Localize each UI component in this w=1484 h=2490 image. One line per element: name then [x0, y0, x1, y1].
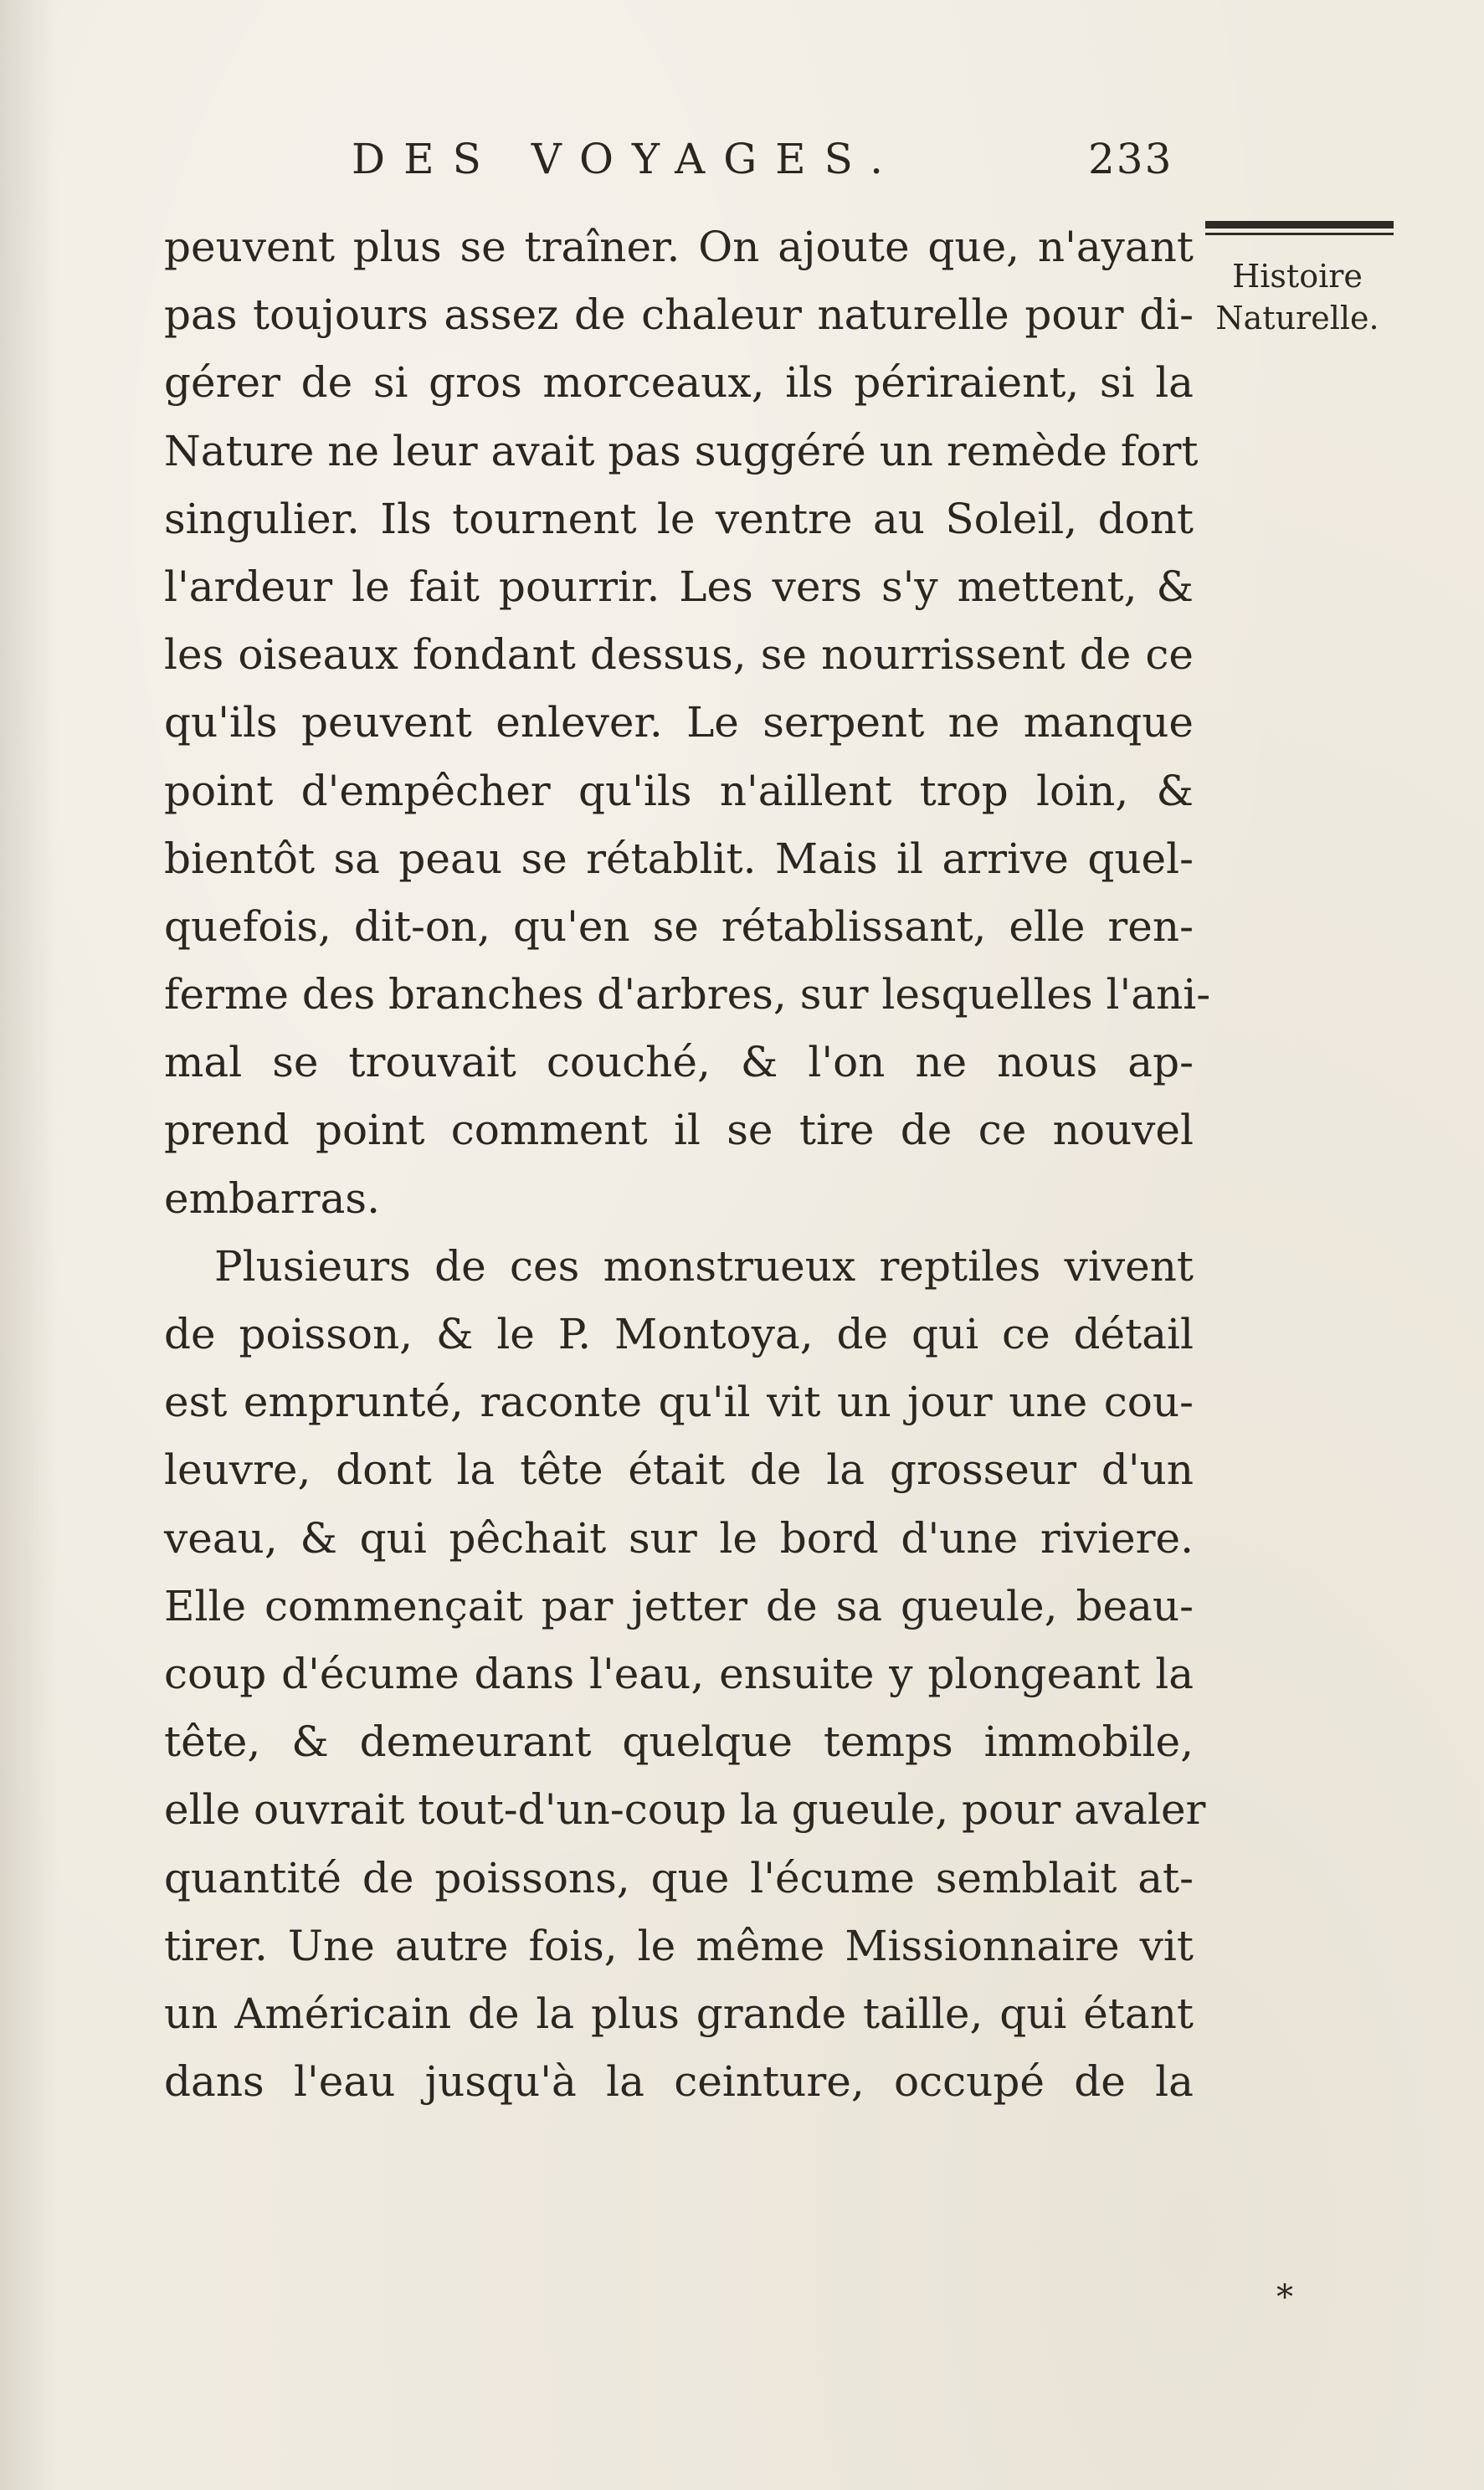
text-line-21: Elle commençait par jetter de sa gueule, beau-: [164, 1581, 1194, 1630]
margin-rule: [1205, 219, 1394, 238]
gutter-shadow: [0, 0, 59, 2490]
text-line-8: qu'ils peuvent enlever. Le serpent ne manque: [164, 698, 1194, 747]
text-line-18: est emprunté, raconte qu'il vit un jour une cou-: [164, 1378, 1194, 1427]
text-line-6: l'ardeur le fait pourrir. Les vers s'y mettent, &: [164, 562, 1194, 611]
text-line-20: veau, & qui pêchait sur le bord d'une riviere.: [164, 1513, 1194, 1563]
body-text: [164, 213, 1211, 2116]
text-line-2: pas toujours assez de chaleur naturelle pour di-: [164, 290, 1194, 340]
text-line-16: Plusieurs de ces monstrueux reptiles vivent: [214, 1241, 1194, 1291]
text-line-28: dans l'eau jusqu'à la ceinture, occupé de la: [164, 2057, 1194, 2107]
text-line-3: gérer de si gros morceaux, ils périraient, si la: [164, 358, 1194, 408]
margin-note: [1197, 255, 1398, 339]
text-line-9: point d'empêcher qu'ils n'aillent trop loin, &: [164, 766, 1194, 815]
text-line-27: un Américain de la plus grande taille, qui étant: [164, 1989, 1194, 2038]
text-line-19: leuvre, dont la tête était de la grosseur d'un: [164, 1445, 1194, 1495]
text-line-22: coup d'écume dans l'eau, ensuite y plongeant la: [164, 1649, 1194, 1698]
signature-mark: *: [1276, 2278, 1293, 2317]
text-line-12: ferme des branches d'arbres, sur lesquelles l'ani-: [164, 970, 1211, 1019]
text-line-15: embarras.: [164, 1173, 380, 1223]
margin-rule-thick: [1205, 221, 1394, 228]
text-line-7: les oiseaux fondant dessus, se nourrissent de ce: [164, 630, 1194, 680]
text-line-24: elle ouvrait tout-d'un-coup la gueule, pour avaler: [164, 1785, 1206, 1835]
running-title: DES VOYAGES.: [352, 135, 901, 183]
text-line-23: tête, & demeurant quelque temps immobile,: [164, 1717, 1194, 1767]
text-line-1: peuvent plus se traîner. On ajoute que, n'ayant: [164, 223, 1194, 271]
margin-note-line-2: Naturelle.: [1215, 300, 1379, 336]
text-line-17: de poisson, & le P. Montoya, de qui ce détail: [164, 1310, 1194, 1358]
text-line-10: bientôt sa peau se rétablit. Mais il arrive quel-: [164, 834, 1194, 883]
margin-rule-thin: [1205, 233, 1394, 235]
text-line-4: Nature ne leur avait pas suggéré un remède fort: [164, 426, 1199, 475]
text-line-26: tirer. Une autre fois, le même Missionnaire vit: [164, 1921, 1194, 1970]
text-line-11: quefois, dit-on, qu'en se rétablissant, elle ren-: [164, 901, 1194, 951]
margin-note-line-1: Histoire: [1232, 258, 1363, 295]
text-line-25: quantité de poissons, que l'écume semblait at-: [164, 1853, 1194, 1902]
text-line-5: singulier. Ils tournent le ventre au Soleil, dont: [164, 494, 1194, 543]
page-header: [352, 126, 1189, 193]
text-line-13: mal se trouvait couché, & l'on ne nous ap-: [164, 1038, 1194, 1087]
page-number: 233: [1088, 135, 1173, 183]
text-line-14: prend point comment il se tire de ce nouvel: [164, 1106, 1194, 1155]
